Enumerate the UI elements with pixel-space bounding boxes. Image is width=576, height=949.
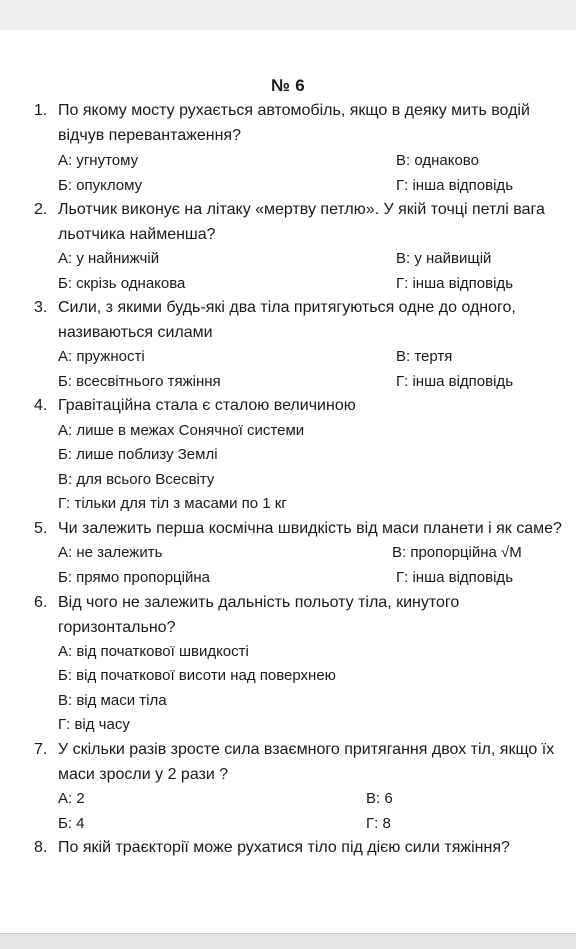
- answer-option-b: Б: всесвітнього тяжіння: [58, 373, 221, 390]
- answer-option-v: В: тертя: [396, 348, 453, 365]
- answer-option-a: А: лише в межах Сонячної системи: [58, 422, 305, 439]
- question-text-line: горизонтально?: [58, 619, 176, 636]
- question-text-line: По якій траєкторії може рухатися тіло під дією сили тяжіння?: [58, 839, 510, 856]
- answer-option-v: В: пропорційна √M: [392, 544, 522, 561]
- answer-option-b: Б: скрізь однакова: [58, 275, 186, 292]
- answer-option-g: Г: інша відповідь: [396, 177, 514, 194]
- question-text-line: льотчика найменша?: [58, 226, 216, 243]
- top-margin-strip: [0, 0, 576, 30]
- question-number: 4.: [34, 397, 48, 414]
- question-text-line: відчув перевантаження?: [58, 127, 241, 144]
- question-text-line: маси зросли у 2 рази ?: [58, 766, 229, 783]
- answer-option-v: В: у найвищій: [396, 250, 492, 267]
- answer-option-v: В: 6: [366, 790, 393, 807]
- answer-option-a: А: угнутому: [58, 152, 139, 169]
- question-number: 5.: [34, 520, 48, 537]
- answer-option-a: А: пружності: [58, 348, 145, 365]
- question-text-line: Гравітаційна стала є сталою величиною: [58, 397, 356, 414]
- answer-option-a: А: у найнижчій: [58, 250, 160, 267]
- answer-option-a: А: від початкової швидкості: [58, 643, 249, 660]
- answer-option-a: А: 2: [58, 790, 85, 807]
- answer-option-a: А: не залежить: [58, 544, 163, 561]
- answer-option-g: Г: від часу: [58, 716, 130, 733]
- question-text-line: Чи залежить перша космічна швидкість від маси планети і як саме?: [58, 520, 562, 537]
- answer-option-b: Б: лише поблизу Землі: [58, 446, 218, 463]
- question-number: 1.: [34, 102, 48, 119]
- question-text-line: Сили, з якими будь-які два тіла притягуються одне до одного,: [58, 299, 516, 316]
- question-text-line: називаються силами: [58, 324, 213, 341]
- answer-option-g: Г: тільки для тіл з масами по 1 кг: [58, 495, 287, 512]
- question-number: 7.: [34, 741, 48, 758]
- answer-option-v: В: для всього Всесвіту: [58, 471, 215, 488]
- answer-option-v: В: однаково: [396, 152, 479, 169]
- question-text-line: Льотчик виконує на літаку «мертву петлю». У якій точці петлі вага: [58, 201, 545, 218]
- answer-option-g: Г: інша відповідь: [396, 569, 514, 586]
- answer-option-b: Б: опуклому: [58, 177, 143, 194]
- answer-option-g: Г: 8: [366, 815, 391, 832]
- question-text-line: Від чого не залежить дальність польоту тіла, кинутого: [58, 594, 460, 611]
- worksheet-title: № 6: [271, 76, 305, 95]
- question-number: 8.: [34, 839, 48, 856]
- answer-option-b: Б: від початкової висоти над поверхнею: [58, 667, 336, 684]
- question-number: 6.: [34, 594, 48, 611]
- answer-option-b: Б: прямо пропорційна: [58, 569, 210, 586]
- answer-option-b: Б: 4: [58, 815, 85, 832]
- question-text-line: У скільки разів зросте сила взаємного притягання двох тіл, якщо їх: [58, 741, 555, 758]
- bottom-margin-strip: [0, 933, 576, 949]
- question-number: 3.: [34, 299, 48, 316]
- answer-option-g: Г: інша відповідь: [396, 373, 514, 390]
- question-text-line: По якому мосту рухається автомобіль, якщо в деяку мить водій: [58, 102, 530, 119]
- answer-option-v: В: від маси тіла: [58, 692, 167, 709]
- question-number: 2.: [34, 201, 48, 218]
- worksheet-page: [0, 30, 576, 933]
- answer-option-g: Г: інша відповідь: [396, 275, 514, 292]
